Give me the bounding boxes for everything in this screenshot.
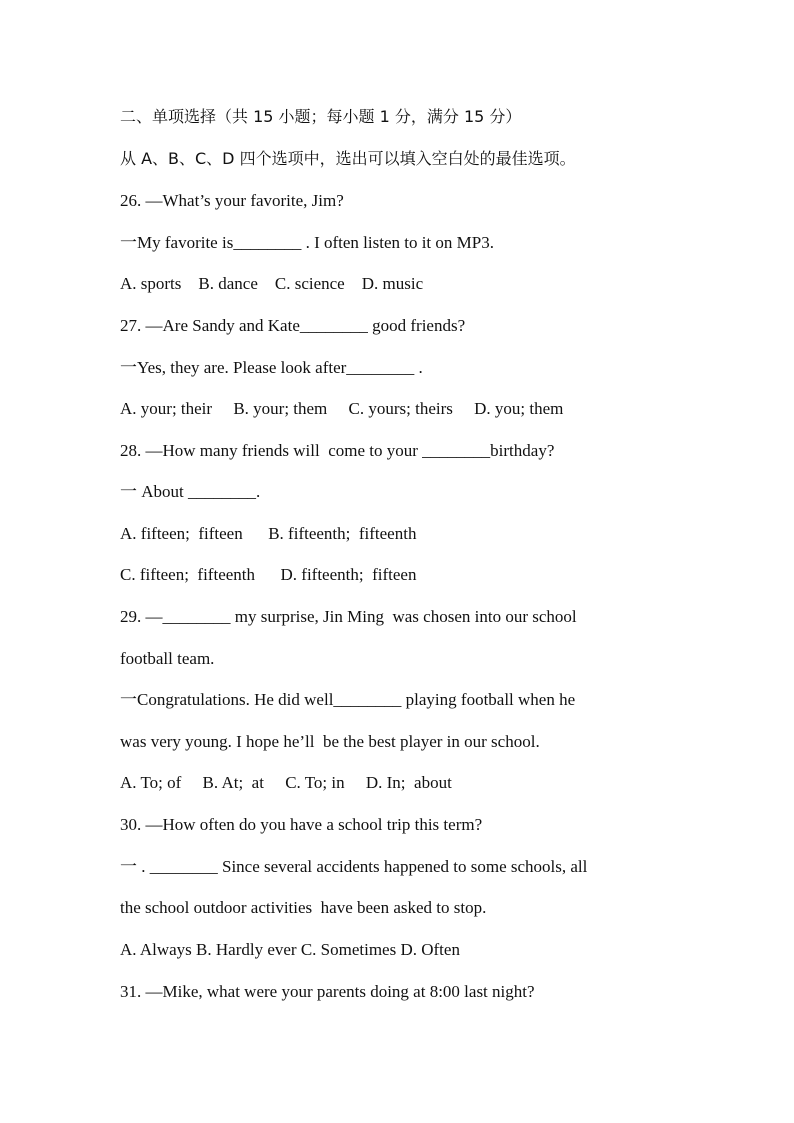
question-26-options: A. sports B. dance C. science D. music bbox=[120, 274, 424, 293]
question-29-stem: 29. —________ my surprise, Jin Ming was chosen into our school bbox=[120, 607, 577, 626]
question-30-reply: 一 . ________ Since several accidents happened to some schools, all bbox=[120, 857, 588, 876]
question-27-reply: 一Yes, they are. Please look after________ . bbox=[120, 358, 423, 377]
question-27-options: A. your; their B. your; them C. yours; theirs D. you; them bbox=[120, 399, 564, 418]
question-30-stem: 30. —How often do you have a school trip this term? bbox=[120, 815, 483, 834]
question-26-reply: 一My favorite is________ . I often listen to it on MP3. bbox=[120, 233, 494, 252]
question-29-reply: 一Congratulations. He did well________ playing football when he bbox=[120, 690, 576, 709]
question-28-options-cd: C. fifteen; fifteenth D. fifteenth; fifteen bbox=[120, 565, 417, 584]
question-28-options-ab: A. fifteen; fifteen B. fifteenth; fifteenth bbox=[120, 524, 417, 543]
question-30-options: A. Always B. Hardly ever C. Sometimes D. Often bbox=[120, 940, 460, 959]
section-instruction: 从 A、B、C、D 四个选项中，选出可以填入空白处的最佳选项。 bbox=[120, 149, 576, 168]
section-heading: 二、单项选择（共 15 小题；每小题 1 分，满分 15 分） bbox=[120, 107, 522, 126]
question-29-stem-cont: football team. bbox=[120, 649, 215, 668]
question-28-reply: 一 About ________. bbox=[120, 482, 261, 501]
question-27-stem: 27. —Are Sandy and Kate________ good friends? bbox=[120, 316, 466, 335]
question-31-stem: 31. —Mike, what were your parents doing at 8:00 last night? bbox=[120, 982, 535, 1001]
question-29-options: A. To; of B. At; at C. To; in D. In; about bbox=[120, 773, 452, 792]
question-29-reply-cont: was very young. I hope he’ll be the best player in our school. bbox=[120, 732, 540, 751]
question-26-stem: 26. —What’s your favorite, Jim? bbox=[120, 191, 344, 210]
question-28-stem: 28. —How many friends will come to your ________birthday? bbox=[120, 441, 555, 460]
question-30-reply-cont: the school outdoor activities have been asked to stop. bbox=[120, 898, 487, 917]
